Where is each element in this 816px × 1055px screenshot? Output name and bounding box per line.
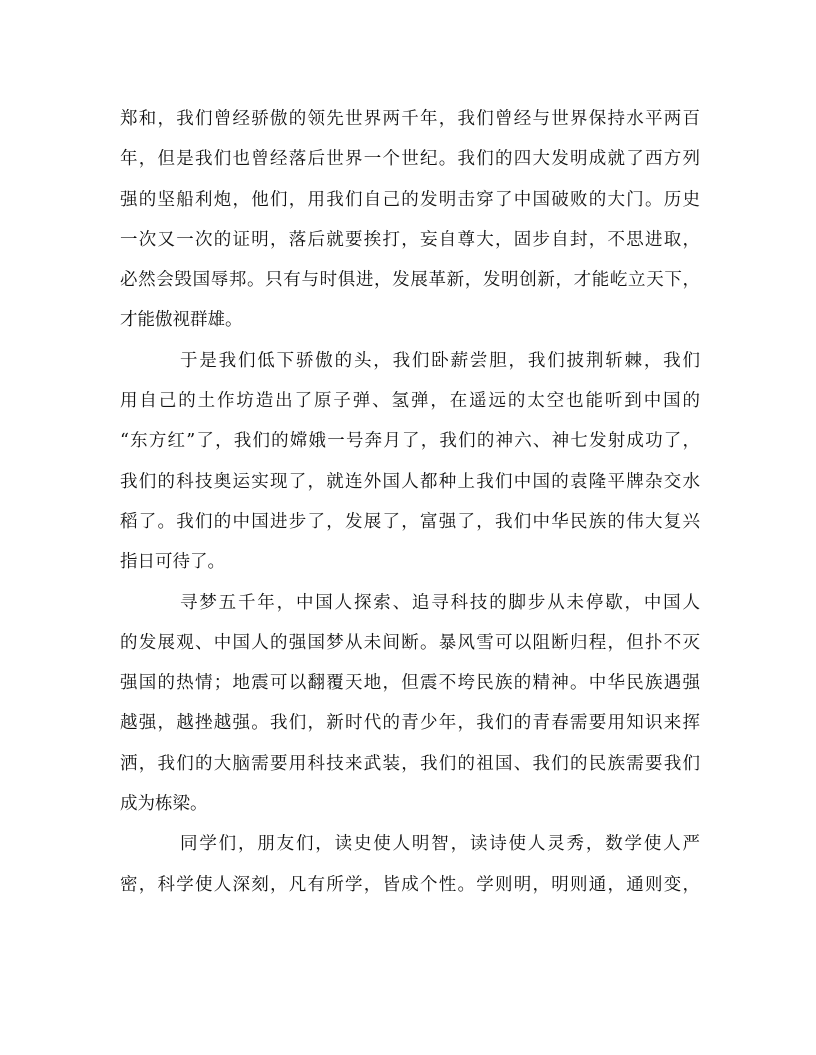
text-line: 年，但是我们也曾经落后世界一个世纪。我们的四大发明成就了西方列: [120, 149, 700, 170]
text-line: 郑和，我们曾经骄傲的领先世界两千年，我们曾经与世界保持水平两百: [120, 109, 700, 129]
text-line: 的发展观、中国人的强国梦从未间断。暴风雪可以阻断归程，但扑不灭: [120, 632, 700, 653]
text-line: 于是我们低下骄傲的头，我们卧薪尝胆，我们披荆斩棘，我们: [180, 350, 700, 371]
text-line: 强的坚船利炮，他们，用我们自己的发明击穿了中国破败的大门。历史: [120, 189, 700, 210]
text-line: 用自己的土作坊造出了原子弹、氢弹，在遥远的太空也能听到中国的: [120, 391, 700, 412]
text-line: 才能傲视群雄。: [120, 310, 243, 331]
text-line: 寻梦五千年，中国人探索、追寻科技的脚步从未停歇，中国人: [180, 592, 700, 613]
text-line: 越强，越挫越强。我们，新时代的青少年，我们的青春需要用知识来挥: [120, 713, 700, 734]
text-line: 一次又一次的证明，落后就要挨打，妄自尊大，固步自封，不思进取，: [120, 229, 700, 250]
text-line: 稻了。我们的中国进步了，发展了，富强了，我们中华民族的伟大复兴: [120, 511, 700, 532]
text-line: 强国的热情；地震可以翻覆天地，但震不垮民族的精神。中华民族遇强: [120, 673, 700, 694]
text-line: 密，科学使人深刻，凡有所学，皆成个性。学则明，明则通，通则变，: [120, 874, 700, 895]
text-line: “东方红”了，我们的嫦娥一号奔月了，我们的神六、神七发射成功了，: [120, 431, 700, 452]
document-body: [120, 99, 700, 905]
text-line: 洒，我们的大脑需要用科技来武装，我们的祖国、我们的民族需要我们: [120, 753, 700, 774]
text-line: 我们的科技奥运实现了，就连外国人都种上我们中国的袁隆平牌杂交水: [120, 471, 700, 492]
text-line: 同学们，朋友们，读史使人明智，读诗使人灵秀，数学使人严: [180, 834, 700, 855]
text-line: 必然会毁国辱邦。只有与时俱进，发展革新，发明创新，才能屹立天下，: [120, 270, 700, 291]
text-line: 指日可待了。: [120, 552, 225, 573]
text-line: 成为栋梁。: [120, 794, 208, 815]
